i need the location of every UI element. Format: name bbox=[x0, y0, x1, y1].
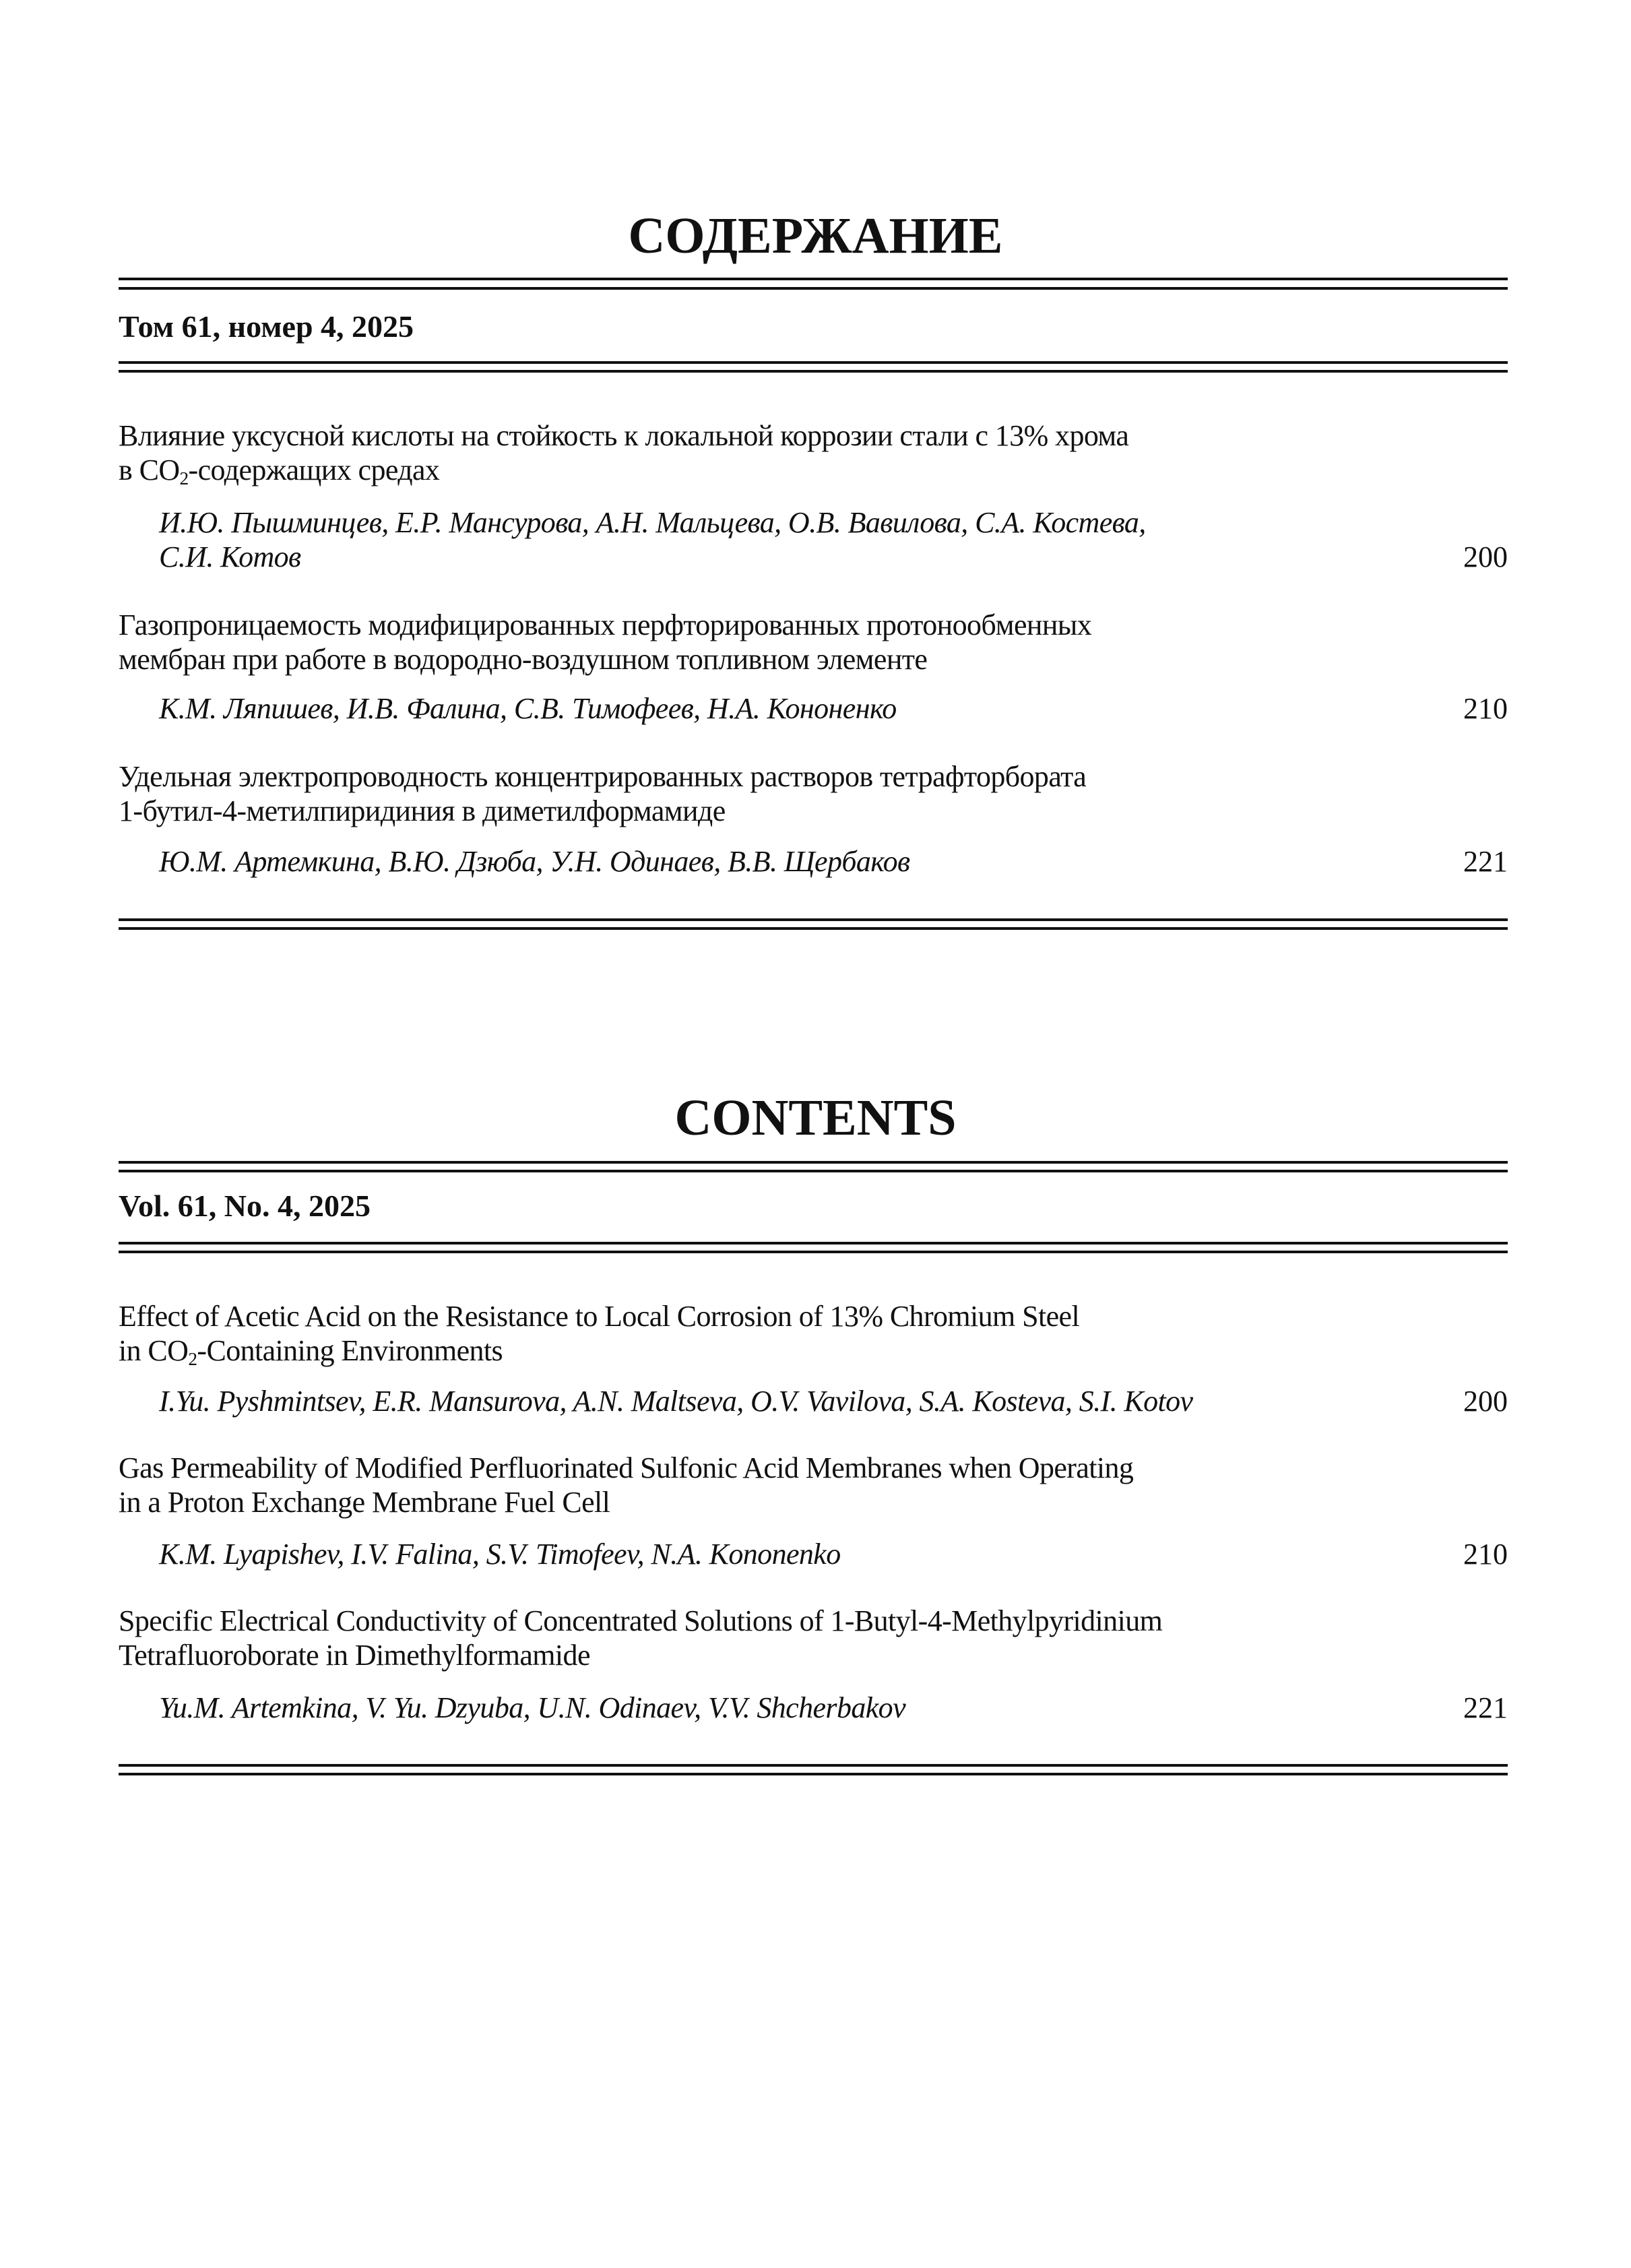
en-entry-1-title-line-2[interactable] bbox=[119, 1334, 503, 1369]
title-text: -содержащих средах bbox=[188, 453, 440, 486]
divider bbox=[119, 1773, 1508, 1775]
divider bbox=[119, 370, 1508, 373]
ru-entry-1-title-line-2[interactable] bbox=[119, 453, 440, 489]
ru-entry-2-page[interactable]: 210 bbox=[1463, 692, 1508, 725]
en-entry-1-title-line-1[interactable]: Effect of Acetic Acid on the Resistance to Local Corrosion of 13% Chromium Steel bbox=[119, 1300, 1080, 1333]
divider bbox=[119, 1242, 1508, 1245]
title-text: в CO bbox=[119, 453, 180, 486]
divider bbox=[119, 1251, 1508, 1253]
en-entry-3-authors: Yu.M. Artemkina, V. Yu. Dzyuba, U.N. Odinaev, V.V. Shcherbakov bbox=[159, 1691, 906, 1724]
en-entry-2-title-line-2[interactable]: in a Proton Exchange Membrane Fuel Cell bbox=[119, 1486, 610, 1519]
en-entry-3-page[interactable]: 221 bbox=[1463, 1691, 1508, 1724]
ru-entry-3-authors: Ю.М. Артемкина, В.Ю. Дзюба, У.Н. Одинаев, В.В. Щербаков bbox=[159, 845, 910, 878]
divider bbox=[119, 1764, 1508, 1767]
ru-entry-3-title-line-2[interactable]: 1-бутил-4-метилпиридиния в диметилформамиде bbox=[119, 794, 726, 827]
ru-entry-3-title-line-1[interactable]: Удельная электропроводность концентрированных растворов тетрафторбората bbox=[119, 760, 1087, 793]
en-volume: Vol. 61, No. 4, 2025 bbox=[119, 1189, 371, 1223]
en-entry-2-authors: K.M. Lyapishev, I.V. Falina, S.V. Timofeev, N.A. Kononenko bbox=[159, 1538, 841, 1571]
en-entry-3-title-line-2[interactable]: Tetrafluoroborate in Dimethylformamide bbox=[119, 1639, 590, 1672]
ru-entry-2-authors: К.М. Ляпишев, И.В. Фалина, С.В. Тимофеев, Н.А. Кононенко bbox=[159, 692, 897, 725]
divider bbox=[119, 918, 1508, 921]
ru-volume: Том 61, номер 4, 2025 bbox=[119, 309, 414, 344]
divider bbox=[119, 1161, 1508, 1164]
title-text: in CO bbox=[119, 1334, 189, 1367]
divider bbox=[119, 927, 1508, 930]
ru-entry-1-page[interactable]: 200 bbox=[1463, 540, 1508, 573]
divider bbox=[119, 1170, 1508, 1172]
divider bbox=[119, 361, 1508, 364]
en-entry-2-title-line-1[interactable]: Gas Permeability of Modified Perfluorinated Sulfonic Acid Membranes when Operating bbox=[119, 1451, 1134, 1484]
title-text: -Containing Environments bbox=[197, 1334, 503, 1367]
en-entry-3-title-line-1[interactable]: Specific Electrical Conductivity of Concentrated Solutions of 1-Butyl-4-Methylpyridinium bbox=[119, 1604, 1163, 1637]
ru-entry-1-authors-line-2: С.И. Котов bbox=[159, 540, 301, 573]
ru-entry-2-title-line-1[interactable]: Газопроницаемость модифицированных перфторированных протонообменных bbox=[119, 608, 1092, 641]
en-entry-1-page[interactable]: 200 bbox=[1463, 1385, 1508, 1418]
ru-heading: СОДЕРЖАНИЕ bbox=[628, 208, 1003, 264]
ru-entry-3-page[interactable]: 221 bbox=[1463, 845, 1508, 878]
ru-entry-1-authors-line-1: И.Ю. Пышминцев, Е.Р. Мансурова, А.Н. Мальцева, О.В. Вавилова, С.А. Костева, bbox=[159, 506, 1146, 539]
en-entry-2-page[interactable]: 210 bbox=[1463, 1538, 1508, 1571]
ru-entry-1-title-line-1[interactable]: Влияние уксусной кислоты на стойкость к локальной коррозии стали с 13% хрома bbox=[119, 419, 1129, 452]
en-entry-1-authors: I.Yu. Pyshmintsev, E.R. Mansurova, A.N. Maltseva, O.V. Vavilova, S.A. Kosteva, S.I. Kotov bbox=[159, 1385, 1193, 1418]
divider bbox=[119, 287, 1508, 290]
subscript: 2 bbox=[179, 468, 189, 489]
ru-entry-2-title-line-2[interactable]: мембран при работе в водородно-воздушном топливном элементе bbox=[119, 643, 928, 676]
divider bbox=[119, 278, 1508, 280]
en-heading: CONTENTS bbox=[674, 1090, 957, 1146]
subscript: 2 bbox=[188, 1348, 197, 1369]
